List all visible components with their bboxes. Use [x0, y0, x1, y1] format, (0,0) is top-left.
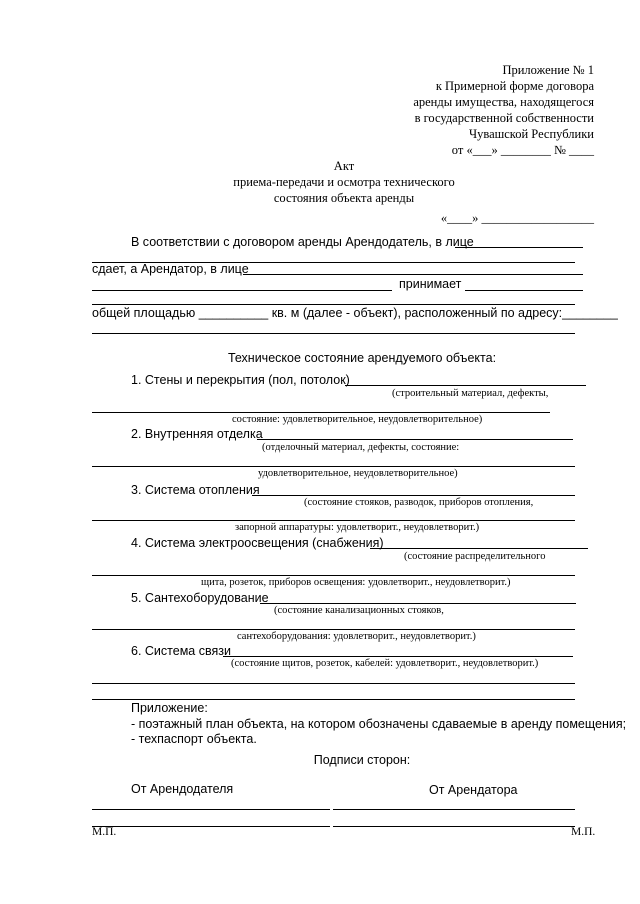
blank-line[interactable]	[92, 520, 575, 521]
blank-line[interactable]	[92, 683, 575, 684]
lessee-signature-label: От Арендатора	[429, 783, 518, 797]
lessee-representative-field[interactable]	[243, 274, 583, 275]
walls-field[interactable]	[345, 385, 586, 386]
item-communications: 6. Система связи	[131, 644, 231, 658]
electric-hint: щита, розеток, приборов освещения: удовлетворит., неудовлетворит.)	[201, 577, 511, 588]
heating-hint: запорной аппаратуры: удовлетворит., неудовлетворит.)	[235, 522, 480, 533]
body-accepts-text: принимает	[399, 277, 462, 291]
act-date: «____» __________________	[440, 211, 594, 225]
lessor-signature-field[interactable]	[92, 809, 330, 810]
plumbing-hint: (состояние канализационных стояков,	[274, 605, 444, 616]
lessor-representative-field[interactable]	[455, 247, 583, 248]
lessee-signature-field[interactable]	[333, 809, 575, 810]
heating-field[interactable]	[252, 495, 575, 496]
accepts-field[interactable]	[465, 290, 583, 291]
item-walls: 1. Стены и перекрытия (пол, потолок)	[131, 373, 350, 387]
blank-line[interactable]	[92, 290, 392, 291]
doc-title: Акт	[333, 159, 355, 173]
appendix-item: - поэтажный план объекта, на котором обозначены сдаваемые в аренду помещения;	[131, 717, 627, 731]
body-lessor-text: В соответствии с договором аренды Арендодатель, в лице	[131, 235, 474, 249]
heating-hint: (состояние стояков, разводок, приборов отопления,	[304, 497, 534, 508]
item-electric: 4. Система электроосвещения (снабжения)	[131, 536, 384, 550]
blank-line[interactable]	[92, 629, 575, 630]
electric-hint: (состояние распределительного	[404, 551, 546, 562]
blank-line[interactable]	[92, 699, 575, 700]
electric-field[interactable]	[370, 548, 588, 549]
communications-hint: (состояние щитов, розеток, кабелей: удовлетворит., неудовлетворит.)	[231, 658, 539, 669]
body-lessee-text: сдает, а Арендатор, в лице	[92, 262, 249, 276]
blank-line[interactable]	[92, 412, 550, 413]
blank-line[interactable]	[92, 466, 575, 467]
header-line: аренды имущества, находящегося	[413, 95, 594, 109]
lessor-signature-label: От Арендодателя	[131, 782, 234, 796]
header-line: к Примерной форме договора	[435, 79, 594, 93]
appendix-number: Приложение № 1	[502, 63, 594, 77]
body-area-text: общей площадью __________ кв. м (далее - объект), расположенный по адресу:________	[92, 306, 618, 320]
stamp-left: М.П.	[92, 826, 117, 838]
lessee-signature-field[interactable]	[333, 826, 575, 827]
plumbing-hint: сантехоборудования: удовлетворит., неудовлетворит.)	[237, 631, 476, 642]
item-finishing: 2. Внутренняя отделка	[131, 427, 263, 441]
signatures-heading: Подписи сторон:	[313, 753, 411, 767]
header-line: Чувашской Республики	[468, 127, 594, 141]
finishing-field[interactable]	[257, 439, 573, 440]
communications-field[interactable]	[223, 656, 573, 657]
blank-line[interactable]	[92, 333, 575, 334]
finishing-hint: (отделочный материал, дефекты, состояние:	[262, 442, 460, 453]
finishing-hint: удовлетворительное, неудовлетворительное)	[258, 468, 458, 479]
doc-subtitle: приема-передачи и осмотра технического	[233, 175, 455, 189]
lessor-signature-field[interactable]	[92, 826, 330, 827]
tech-heading: Техническое состояние арендуемого объекта:	[227, 351, 497, 365]
doc-subtitle: состояния объекта аренды	[273, 191, 415, 205]
header-date-number: от «___» ________ № ____	[451, 143, 594, 157]
blank-line[interactable]	[92, 575, 575, 576]
appendix-title: Приложение:	[131, 701, 208, 715]
walls-hint: состояние: удовлетворительное, неудовлетворительное)	[232, 414, 483, 425]
plumbing-field[interactable]	[260, 603, 576, 604]
walls-hint: (строительный материал, дефекты,	[392, 388, 549, 399]
stamp-right: М.П.	[571, 826, 596, 838]
blank-line[interactable]	[92, 304, 575, 305]
appendix-item: - техпаспорт объекта.	[131, 732, 257, 746]
item-plumbing: 5. Сантехоборудование	[131, 591, 269, 605]
header-line: в государственной собственности	[414, 111, 594, 125]
item-heating: 3. Система отопления	[131, 483, 260, 497]
